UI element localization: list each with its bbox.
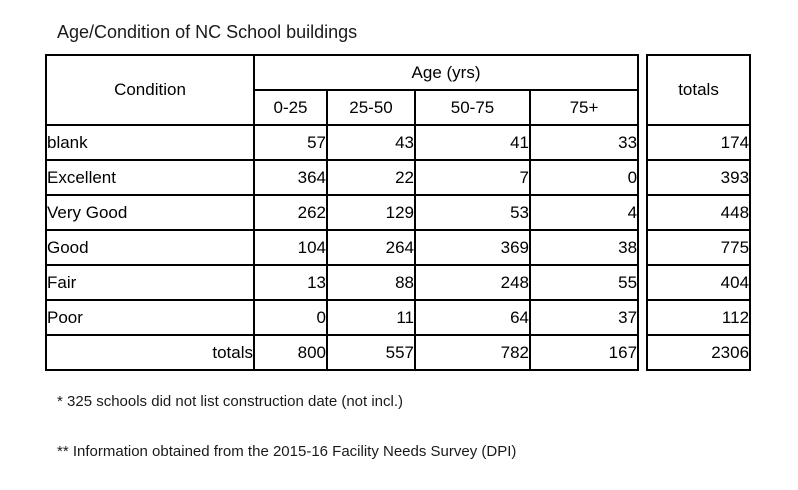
cell-value: 55 <box>531 266 639 301</box>
header-condition: Condition <box>45 54 255 126</box>
table-totals-row <box>45 336 751 371</box>
table-row <box>45 266 751 301</box>
cell-value: 7 <box>416 161 531 196</box>
footnote-data-source: ** Information obtained from the 2015-16 Facility Needs Survey (DPI) <box>57 443 517 460</box>
cell-grand-total: 2306 <box>646 336 751 371</box>
cell-value: 38 <box>531 231 639 266</box>
footnote-construction-date: * 325 schools did not list construction date (not incl.) <box>57 393 404 410</box>
cell-value: 369 <box>416 231 531 266</box>
cell-column-total: 782 <box>416 336 531 371</box>
cell-row-total: 174 <box>646 126 751 161</box>
cell-value: 11 <box>328 301 416 336</box>
header-age-25-50: 25-50 <box>328 91 416 126</box>
row-label: Very Good <box>45 196 255 231</box>
row-label: blank <box>45 126 255 161</box>
cell-value: 13 <box>255 266 328 301</box>
totals-row-label: totals <box>45 336 255 371</box>
cell-value: 88 <box>328 266 416 301</box>
cell-value: 33 <box>531 126 639 161</box>
cell-row-total: 112 <box>646 301 751 336</box>
cell-value: 37 <box>531 301 639 336</box>
row-label: Poor <box>45 301 255 336</box>
table-row <box>45 196 751 231</box>
cell-column-total: 557 <box>328 336 416 371</box>
cell-value: 364 <box>255 161 328 196</box>
cell-value: 129 <box>328 196 416 231</box>
table-row <box>45 301 751 336</box>
table-row <box>45 161 751 196</box>
cell-row-total: 404 <box>646 266 751 301</box>
age-condition-table <box>45 54 751 371</box>
header-age-group: Age (yrs) <box>255 54 639 91</box>
cell-value: 22 <box>328 161 416 196</box>
cell-value: 4 <box>531 196 639 231</box>
cell-value: 248 <box>416 266 531 301</box>
header-age-50-75: 50-75 <box>416 91 531 126</box>
cell-value: 264 <box>328 231 416 266</box>
table-row <box>45 231 751 266</box>
header-age-75plus: 75+ <box>531 91 639 126</box>
cell-value: 262 <box>255 196 328 231</box>
row-label: Good <box>45 231 255 266</box>
cell-column-total: 800 <box>255 336 328 371</box>
cell-value: 57 <box>255 126 328 161</box>
cell-value: 41 <box>416 126 531 161</box>
column-spacer <box>639 54 646 371</box>
cell-value: 43 <box>328 126 416 161</box>
cell-value: 53 <box>416 196 531 231</box>
cell-row-total: 448 <box>646 196 751 231</box>
cell-value: 0 <box>531 161 639 196</box>
table-header-row-group <box>45 54 751 91</box>
cell-row-total: 393 <box>646 161 751 196</box>
cell-value: 104 <box>255 231 328 266</box>
cell-row-total: 775 <box>646 231 751 266</box>
table-row <box>45 126 751 161</box>
header-totals: totals <box>646 54 751 126</box>
cell-value: 64 <box>416 301 531 336</box>
row-label: Fair <box>45 266 255 301</box>
cell-value: 0 <box>255 301 328 336</box>
page-title: Age/Condition of NC School buildings <box>57 22 358 42</box>
header-age-0-25: 0-25 <box>255 91 328 126</box>
cell-column-total: 167 <box>531 336 639 371</box>
row-label: Excellent <box>45 161 255 196</box>
